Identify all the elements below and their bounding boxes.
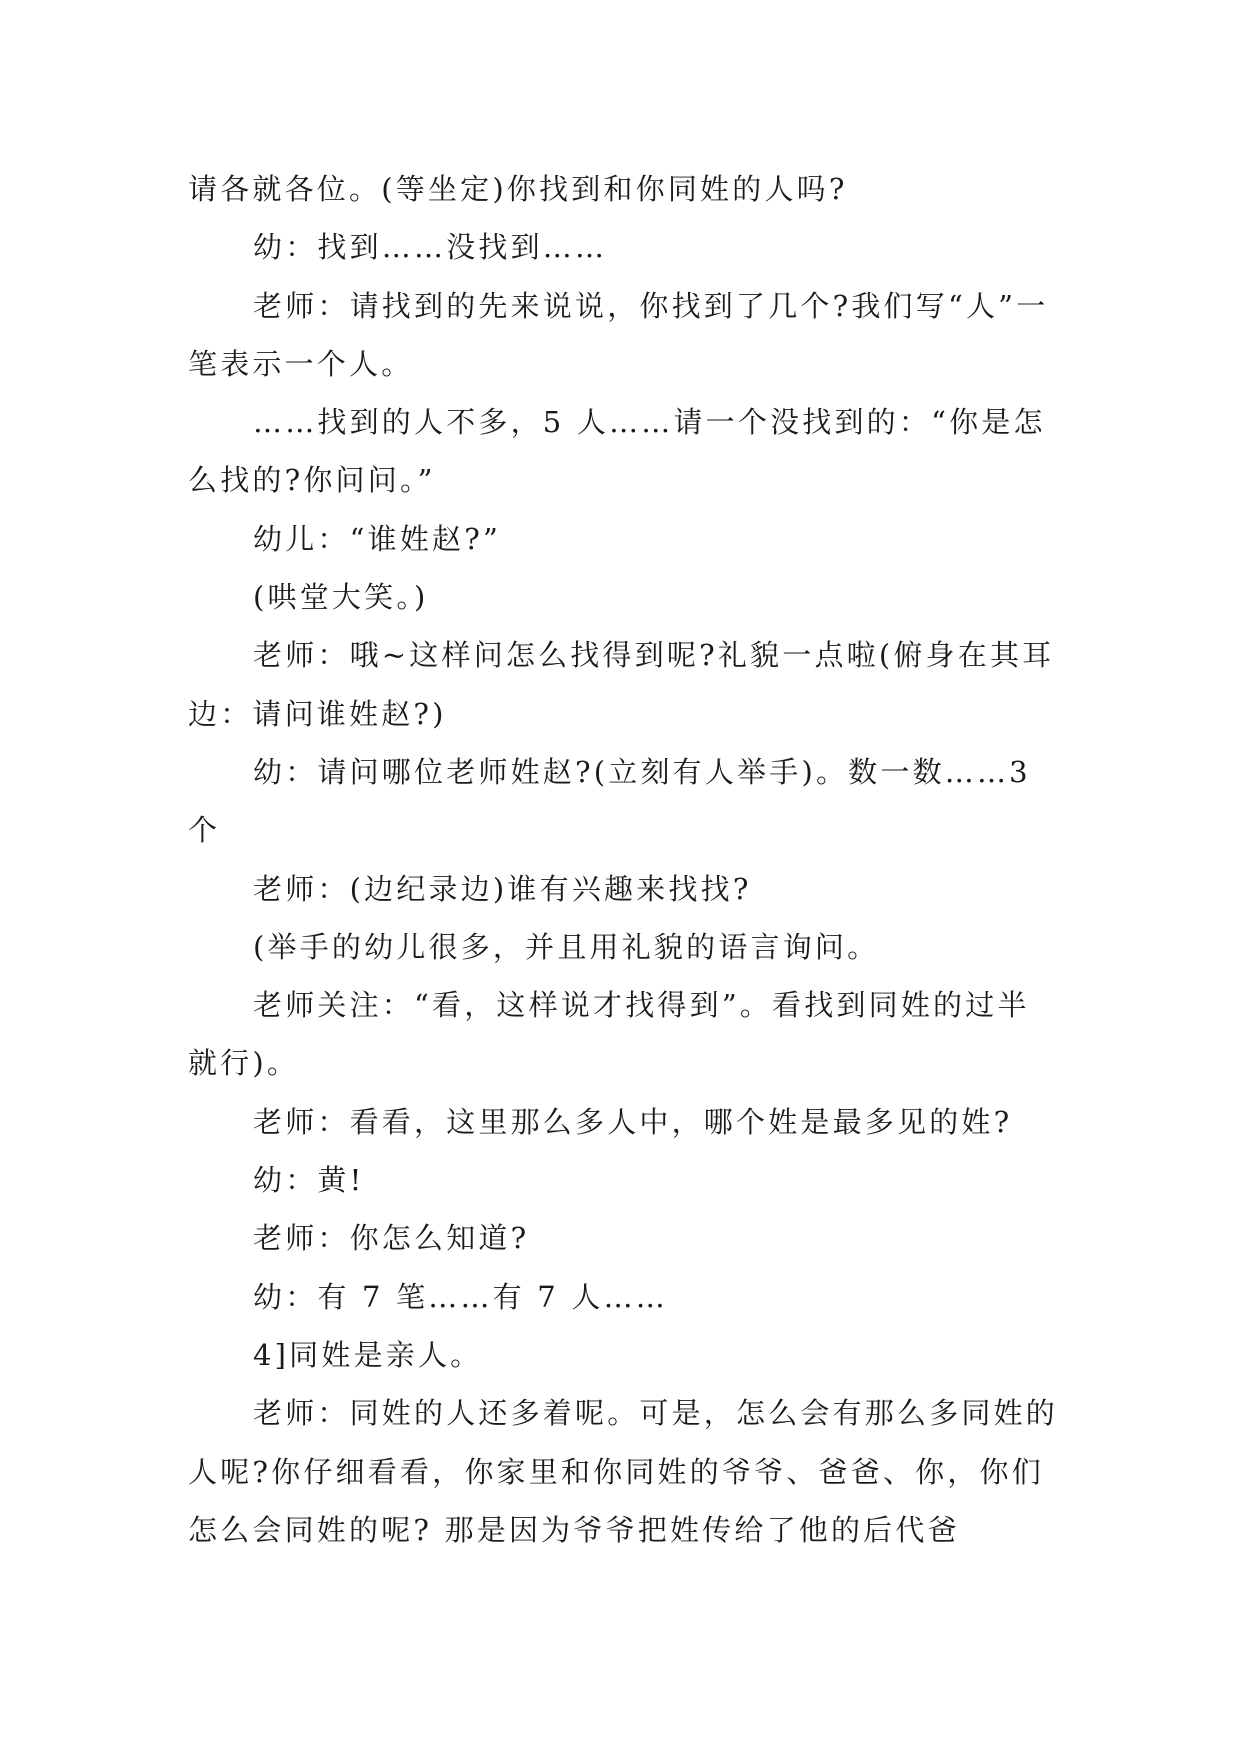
paragraph: 老师：哦~这样问怎么找得到呢?礼貌一点啦(俯身在其耳边：请问谁姓赵?) <box>188 638 1055 731</box>
paragraph: 老师：(边纪录边)谁有兴趣来找找? <box>253 871 752 906</box>
paragraph: (举手的幼儿很多，并且用礼貌的语言询问。 <box>253 929 880 964</box>
paragraph: 老师：请找到的先来说说，你找到了几个?我们写“人”一笔表示一个人。 <box>188 288 1049 381</box>
paragraph: 幼：有 7 笔……有 7 人…… <box>253 1279 668 1314</box>
paragraph: 幼：找到……没找到…… <box>253 230 608 265</box>
section-heading: 4]同姓是亲人。 <box>253 1337 483 1372</box>
paragraph: 幼：黄! <box>253 1163 365 1198</box>
body-text <box>188 160 1058 1559</box>
paragraph: 老师：你怎么知道? <box>253 1221 530 1256</box>
paragraph: 老师关注：“看，这样说才找得到”。看找到同姓的过半就行)。 <box>188 988 1030 1081</box>
paragraph: (哄堂大笑。) <box>253 580 429 615</box>
paragraph: 幼：请问哪位老师姓赵?(立刻有人举手)。数一数……3 个 <box>188 754 1031 848</box>
paragraph: 老师：同姓的人还多着呢。可是，怎么会有那么多同姓的人呢?你仔细看看，你家里和你同姓的爷爷、爸爸、你，你们怎么会同姓的呢? 那是因为爷爷把姓传给了他的后代爸 <box>188 1396 1059 1547</box>
paragraph: 幼儿：“谁姓赵?” <box>253 521 501 556</box>
paragraph: 老师：看看，这里那么多人中，哪个姓是最多见的姓? <box>253 1104 1013 1139</box>
paragraph: ……找到的人不多，5 人……请一个没找到的：“你是怎么找的?你问问。” <box>188 405 1046 498</box>
paragraph-continuation: 请各就各位。(等坐定)你找到和你同姓的人吗? <box>188 172 848 206</box>
